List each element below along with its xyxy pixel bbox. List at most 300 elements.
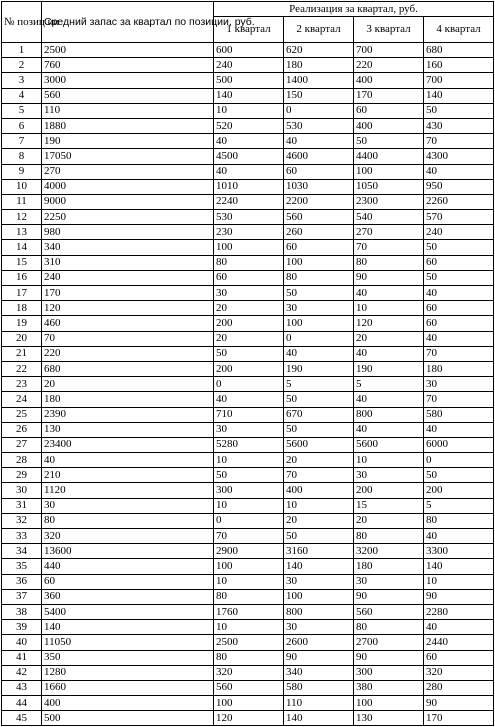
q4-sales-cell: 680 (424, 43, 494, 58)
q1-sales-cell: 200 (214, 316, 284, 331)
q4-sales-cell: 40 (424, 529, 494, 544)
q4-sales-cell: 80 (424, 513, 494, 528)
table-row (2, 635, 494, 650)
avg-stock-cell: 13600 (42, 544, 214, 559)
table-row (2, 665, 494, 680)
avg-stock-cell: 2250 (42, 210, 214, 225)
table-row (2, 407, 494, 422)
q3-sales-cell: 5600 (354, 437, 424, 452)
q4-sales-cell: 10 (424, 574, 494, 589)
q2-sales-cell: 190 (284, 361, 354, 376)
avg-stock-cell: 5400 (42, 604, 214, 619)
q3-sales-cell: 90 (354, 650, 424, 665)
q3-sales-cell: 1050 (354, 179, 424, 194)
q3-sales-cell: 80 (354, 620, 424, 635)
avg-stock-cell: 360 (42, 589, 214, 604)
table-row (2, 316, 494, 331)
table-row (2, 559, 494, 574)
avg-stock-cell: 190 (42, 134, 214, 149)
q3-sales-cell: 3200 (354, 544, 424, 559)
q1-sales-cell: 520 (214, 118, 284, 133)
q1-sales-cell: 100 (214, 696, 284, 711)
q1-sales-cell: 100 (214, 240, 284, 255)
q1-sales-cell: 10 (214, 103, 284, 118)
q1-sales-cell: 600 (214, 43, 284, 58)
q2-sales-cell: 20 (284, 453, 354, 468)
q4-sales-cell: 3300 (424, 544, 494, 559)
q3-sales-cell: 40 (354, 346, 424, 361)
avg-stock-cell: 240 (42, 270, 214, 285)
q4-sales-cell: 50 (424, 240, 494, 255)
header-row-1 (2, 2, 494, 17)
q1-sales-cell: 40 (214, 392, 284, 407)
position-number-cell: 36 (2, 574, 42, 589)
q3-sales-cell: 70 (354, 240, 424, 255)
q2-sales-cell: 110 (284, 696, 354, 711)
q2-sales-cell: 20 (284, 513, 354, 528)
position-number-cell: 39 (2, 620, 42, 635)
q4-sales-cell: 60 (424, 255, 494, 270)
q2-sales-cell: 2200 (284, 194, 354, 209)
table-row (2, 346, 494, 361)
q1-sales-cell: 20 (214, 331, 284, 346)
q4-sales-cell: 40 (424, 164, 494, 179)
avg-stock-cell: 60 (42, 574, 214, 589)
table-row (2, 498, 494, 513)
q3-sales-cell: 540 (354, 210, 424, 225)
position-number-cell: 19 (2, 316, 42, 331)
q4-sales-cell: 60 (424, 650, 494, 665)
q2-sales-cell: 4600 (284, 149, 354, 164)
avg-stock-cell: 70 (42, 331, 214, 346)
q1-sales-cell: 230 (214, 225, 284, 240)
table-row (2, 620, 494, 635)
q3-sales-cell: 170 (354, 88, 424, 103)
q2-sales-cell: 100 (284, 316, 354, 331)
quarter-1-header: 1 квартал (214, 17, 284, 43)
q3-sales-cell: 30 (354, 468, 424, 483)
q4-sales-cell: 180 (424, 361, 494, 376)
q3-sales-cell: 2300 (354, 194, 424, 209)
table-row (2, 453, 494, 468)
q4-sales-cell: 60 (424, 301, 494, 316)
position-number-cell: 17 (2, 286, 42, 301)
position-number-cell: 37 (2, 589, 42, 604)
q3-sales-cell: 400 (354, 118, 424, 133)
q2-sales-cell: 40 (284, 346, 354, 361)
q1-sales-cell: 10 (214, 453, 284, 468)
avg-stock-cell: 440 (42, 559, 214, 574)
q4-sales-cell: 70 (424, 346, 494, 361)
q4-sales-cell: 240 (424, 225, 494, 240)
table-row (2, 118, 494, 133)
q2-sales-cell: 1400 (284, 73, 354, 88)
position-number-cell: 15 (2, 255, 42, 270)
q4-sales-cell: 2440 (424, 635, 494, 650)
q3-sales-cell: 220 (354, 58, 424, 73)
q1-sales-cell: 560 (214, 680, 284, 695)
q2-sales-cell: 400 (284, 483, 354, 498)
avg-stock-cell: 340 (42, 240, 214, 255)
avg-stock-cell: 9000 (42, 194, 214, 209)
q3-sales-cell: 50 (354, 134, 424, 149)
table-row (2, 483, 494, 498)
table-row (2, 301, 494, 316)
position-number-header: № позиц ии (2, 2, 42, 43)
position-number-cell: 31 (2, 498, 42, 513)
table-row (2, 529, 494, 544)
q2-sales-cell: 800 (284, 604, 354, 619)
position-number-cell: 41 (2, 650, 42, 665)
quarter-4-header: 4 квартал (424, 17, 494, 43)
position-number-cell: 38 (2, 604, 42, 619)
q2-sales-cell: 580 (284, 680, 354, 695)
avg-stock-cell: 2390 (42, 407, 214, 422)
q1-sales-cell: 80 (214, 255, 284, 270)
q3-sales-cell: 380 (354, 680, 424, 695)
position-number-cell: 27 (2, 437, 42, 452)
position-number-cell: 3 (2, 73, 42, 88)
q4-sales-cell: 40 (424, 331, 494, 346)
avg-stock-cell: 23400 (42, 437, 214, 452)
position-number-cell: 35 (2, 559, 42, 574)
q4-sales-cell: 570 (424, 210, 494, 225)
q1-sales-cell: 10 (214, 620, 284, 635)
avg-stock-cell: 1120 (42, 483, 214, 498)
table-row (2, 270, 494, 285)
q2-sales-cell: 180 (284, 58, 354, 73)
q3-sales-cell: 90 (354, 270, 424, 285)
table-row (2, 149, 494, 164)
position-number-cell: 1 (2, 43, 42, 58)
q1-sales-cell: 0 (214, 513, 284, 528)
q1-sales-cell: 70 (214, 529, 284, 544)
position-number-cell: 7 (2, 134, 42, 149)
inventory-sales-table (1, 1, 494, 726)
q2-sales-cell: 100 (284, 589, 354, 604)
q3-sales-cell: 400 (354, 73, 424, 88)
q3-sales-cell: 180 (354, 559, 424, 574)
q2-sales-cell: 140 (284, 711, 354, 726)
position-number-cell: 24 (2, 392, 42, 407)
q4-sales-cell: 5 (424, 498, 494, 513)
q2-sales-cell: 560 (284, 210, 354, 225)
q3-sales-cell: 560 (354, 604, 424, 619)
table-row (2, 103, 494, 118)
table-row (2, 574, 494, 589)
avg-stock-cell: 460 (42, 316, 214, 331)
q1-sales-cell: 710 (214, 407, 284, 422)
position-number-cell: 20 (2, 331, 42, 346)
position-number-cell: 42 (2, 665, 42, 680)
position-number-cell: 6 (2, 118, 42, 133)
avg-stock-cell: 17050 (42, 149, 214, 164)
q4-sales-cell: 160 (424, 58, 494, 73)
table-row (2, 88, 494, 103)
avg-stock-cell: 3000 (42, 73, 214, 88)
avg-stock-cell: 80 (42, 513, 214, 528)
q4-sales-cell: 140 (424, 88, 494, 103)
q2-sales-cell: 40 (284, 134, 354, 149)
q2-sales-cell: 670 (284, 407, 354, 422)
position-number-cell: 9 (2, 164, 42, 179)
table-row (2, 73, 494, 88)
position-number-cell: 8 (2, 149, 42, 164)
table-body (2, 43, 494, 726)
q1-sales-cell: 140 (214, 88, 284, 103)
position-number-cell: 14 (2, 240, 42, 255)
avg-stock-cell: 210 (42, 468, 214, 483)
q4-sales-cell: 50 (424, 270, 494, 285)
q3-sales-cell: 80 (354, 529, 424, 544)
q3-sales-cell: 60 (354, 103, 424, 118)
table-row (2, 422, 494, 437)
table-row (2, 286, 494, 301)
q1-sales-cell: 40 (214, 164, 284, 179)
position-number-cell: 28 (2, 453, 42, 468)
quarter-3-header: 3 квартал (354, 17, 424, 43)
table-row (2, 255, 494, 270)
avg-stock-cell: 1660 (42, 680, 214, 695)
q3-sales-cell: 40 (354, 286, 424, 301)
position-number-cell: 11 (2, 194, 42, 209)
q4-sales-cell: 90 (424, 589, 494, 604)
q2-sales-cell: 60 (284, 164, 354, 179)
q2-sales-cell: 5600 (284, 437, 354, 452)
q1-sales-cell: 500 (214, 73, 284, 88)
table-row (2, 134, 494, 149)
q1-sales-cell: 80 (214, 650, 284, 665)
table-row (2, 513, 494, 528)
q1-sales-cell: 530 (214, 210, 284, 225)
q1-sales-cell: 2500 (214, 635, 284, 650)
q1-sales-cell: 320 (214, 665, 284, 680)
q4-sales-cell: 60 (424, 316, 494, 331)
q2-sales-cell: 50 (284, 529, 354, 544)
q3-sales-cell: 700 (354, 43, 424, 58)
q2-sales-cell: 260 (284, 225, 354, 240)
q2-sales-cell: 3160 (284, 544, 354, 559)
q1-sales-cell: 60 (214, 270, 284, 285)
table-row (2, 225, 494, 240)
table-row (2, 240, 494, 255)
q1-sales-cell: 10 (214, 574, 284, 589)
q1-sales-cell: 4500 (214, 149, 284, 164)
q4-sales-cell: 2280 (424, 604, 494, 619)
q1-sales-cell: 20 (214, 301, 284, 316)
avg-stock-cell: 2500 (42, 43, 214, 58)
q1-sales-cell: 1010 (214, 179, 284, 194)
position-number-cell: 43 (2, 680, 42, 695)
data-table-container (1, 1, 493, 725)
table-row (2, 43, 494, 58)
avg-stock-header: Средний запас за квартал по позиции, руб. (42, 2, 214, 43)
q4-sales-cell: 30 (424, 377, 494, 392)
q4-sales-cell: 700 (424, 73, 494, 88)
q1-sales-cell: 50 (214, 468, 284, 483)
q1-sales-cell: 30 (214, 422, 284, 437)
q3-sales-cell: 200 (354, 483, 424, 498)
q4-sales-cell: 40 (424, 422, 494, 437)
q2-sales-cell: 50 (284, 422, 354, 437)
q1-sales-cell: 5280 (214, 437, 284, 452)
q1-sales-cell: 2240 (214, 194, 284, 209)
q2-sales-cell: 30 (284, 620, 354, 635)
table-row (2, 711, 494, 726)
position-number-cell: 45 (2, 711, 42, 726)
q2-sales-cell: 150 (284, 88, 354, 103)
table-row (2, 392, 494, 407)
avg-stock-cell: 4000 (42, 179, 214, 194)
position-number-cell: 5 (2, 103, 42, 118)
position-number-cell: 32 (2, 513, 42, 528)
q2-sales-cell: 530 (284, 118, 354, 133)
q3-sales-cell: 20 (354, 331, 424, 346)
avg-stock-cell: 1280 (42, 665, 214, 680)
table-row (2, 437, 494, 452)
avg-stock-cell: 170 (42, 286, 214, 301)
avg-stock-cell: 130 (42, 422, 214, 437)
table-row (2, 194, 494, 209)
q4-sales-cell: 6000 (424, 437, 494, 452)
q2-sales-cell: 140 (284, 559, 354, 574)
position-number-cell: 34 (2, 544, 42, 559)
table-row (2, 377, 494, 392)
position-number-cell: 18 (2, 301, 42, 316)
q3-sales-cell: 10 (354, 453, 424, 468)
avg-stock-cell: 40 (42, 453, 214, 468)
avg-stock-cell: 220 (42, 346, 214, 361)
avg-stock-cell: 30 (42, 498, 214, 513)
table-row (2, 544, 494, 559)
avg-stock-cell: 120 (42, 301, 214, 316)
position-number-cell: 12 (2, 210, 42, 225)
position-number-cell: 16 (2, 270, 42, 285)
position-number-cell: 23 (2, 377, 42, 392)
q4-sales-cell: 4300 (424, 149, 494, 164)
q3-sales-cell: 270 (354, 225, 424, 240)
table-row (2, 650, 494, 665)
avg-stock-cell: 400 (42, 696, 214, 711)
position-number-cell: 30 (2, 483, 42, 498)
avg-stock-cell: 310 (42, 255, 214, 270)
q4-sales-cell: 430 (424, 118, 494, 133)
q4-sales-cell: 0 (424, 453, 494, 468)
q2-sales-cell: 0 (284, 331, 354, 346)
q4-sales-cell: 2260 (424, 194, 494, 209)
q3-sales-cell: 190 (354, 361, 424, 376)
q4-sales-cell: 140 (424, 559, 494, 574)
q3-sales-cell: 2700 (354, 635, 424, 650)
avg-stock-cell: 350 (42, 650, 214, 665)
q2-sales-cell: 30 (284, 301, 354, 316)
q2-sales-cell: 1030 (284, 179, 354, 194)
q4-sales-cell: 50 (424, 468, 494, 483)
table-row (2, 210, 494, 225)
q3-sales-cell: 20 (354, 513, 424, 528)
q1-sales-cell: 50 (214, 346, 284, 361)
table-row (2, 468, 494, 483)
q2-sales-cell: 10 (284, 498, 354, 513)
q2-sales-cell: 0 (284, 103, 354, 118)
table-row (2, 58, 494, 73)
avg-stock-cell: 500 (42, 711, 214, 726)
avg-stock-cell: 180 (42, 392, 214, 407)
q1-sales-cell: 240 (214, 58, 284, 73)
avg-stock-cell: 680 (42, 361, 214, 376)
q1-sales-cell: 100 (214, 559, 284, 574)
q2-sales-cell: 90 (284, 650, 354, 665)
q4-sales-cell: 950 (424, 179, 494, 194)
avg-stock-cell: 760 (42, 58, 214, 73)
position-number-cell: 25 (2, 407, 42, 422)
avg-stock-cell: 11050 (42, 635, 214, 650)
q4-sales-cell: 320 (424, 665, 494, 680)
q4-sales-cell: 70 (424, 134, 494, 149)
q2-sales-cell: 80 (284, 270, 354, 285)
q1-sales-cell: 30 (214, 286, 284, 301)
position-number-cell: 2 (2, 58, 42, 73)
table-row (2, 604, 494, 619)
q2-sales-cell: 2600 (284, 635, 354, 650)
avg-stock-cell: 270 (42, 164, 214, 179)
q2-sales-cell: 30 (284, 574, 354, 589)
q1-sales-cell: 0 (214, 377, 284, 392)
table-row (2, 589, 494, 604)
q3-sales-cell: 100 (354, 164, 424, 179)
avg-stock-cell: 1880 (42, 118, 214, 133)
q1-sales-cell: 10 (214, 498, 284, 513)
q2-sales-cell: 60 (284, 240, 354, 255)
avg-stock-cell: 560 (42, 88, 214, 103)
q3-sales-cell: 40 (354, 422, 424, 437)
position-number-cell: 4 (2, 88, 42, 103)
q1-sales-cell: 200 (214, 361, 284, 376)
position-number-cell: 22 (2, 361, 42, 376)
q2-sales-cell: 340 (284, 665, 354, 680)
q1-sales-cell: 2900 (214, 544, 284, 559)
table-row (2, 331, 494, 346)
q2-sales-cell: 50 (284, 286, 354, 301)
q4-sales-cell: 50 (424, 103, 494, 118)
avg-stock-cell: 320 (42, 529, 214, 544)
q3-sales-cell: 10 (354, 301, 424, 316)
q3-sales-cell: 100 (354, 696, 424, 711)
q2-sales-cell: 100 (284, 255, 354, 270)
q3-sales-cell: 80 (354, 255, 424, 270)
q3-sales-cell: 40 (354, 392, 424, 407)
position-number-cell: 33 (2, 529, 42, 544)
q3-sales-cell: 800 (354, 407, 424, 422)
q3-sales-cell: 130 (354, 711, 424, 726)
quarter-2-header: 2 квартал (284, 17, 354, 43)
q2-sales-cell: 70 (284, 468, 354, 483)
q1-sales-cell: 80 (214, 589, 284, 604)
avg-stock-cell: 140 (42, 620, 214, 635)
avg-stock-cell: 110 (42, 103, 214, 118)
q1-sales-cell: 40 (214, 134, 284, 149)
position-number-cell: 29 (2, 468, 42, 483)
table-row (2, 179, 494, 194)
position-number-cell: 10 (2, 179, 42, 194)
table-row (2, 164, 494, 179)
quarterly-sales-header: Реализация за квартал, руб. (214, 2, 494, 17)
q4-sales-cell: 170 (424, 711, 494, 726)
table-row (2, 696, 494, 711)
q4-sales-cell: 90 (424, 696, 494, 711)
position-number-cell: 40 (2, 635, 42, 650)
q4-sales-cell: 40 (424, 286, 494, 301)
